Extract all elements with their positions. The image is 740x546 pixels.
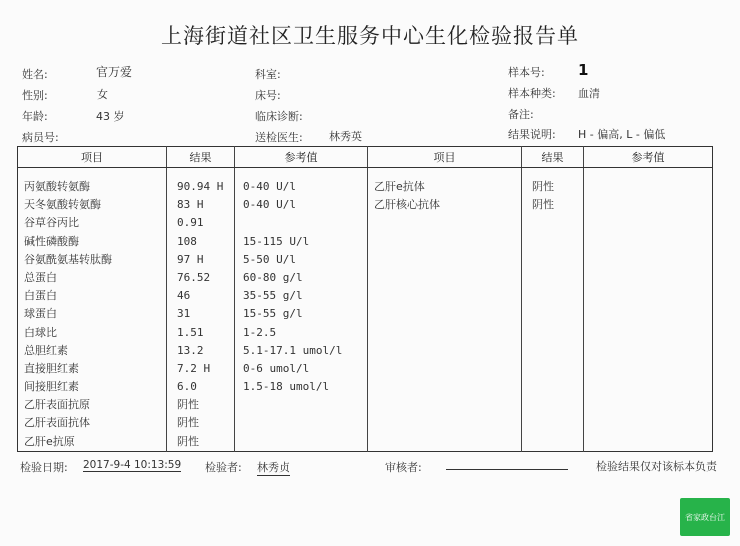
results-table (17, 146, 713, 452)
sample-no: 1 (578, 61, 589, 79)
test-item-name: 乙肝e抗原 (24, 434, 75, 448)
test-result-value: 6.0 (177, 380, 197, 394)
left-result-column (167, 168, 235, 452)
left-item-column (18, 168, 167, 452)
doctor-name: 林秀英 (329, 130, 362, 143)
patient-age: 43 岁 (96, 110, 125, 123)
left-ref-column (235, 168, 368, 452)
tester-label: 检验者: (205, 461, 242, 474)
test-reference-range (235, 396, 367, 414)
test-date-label: 检验日期: (20, 461, 68, 474)
test-reference-range: 1-2.5 (243, 325, 277, 339)
test-result-value: 1.51 (177, 325, 204, 339)
doctor-label: 送检医生: (255, 131, 303, 144)
test-item-name: 谷草谷丙比 (24, 216, 79, 230)
patient-sex: 女 (97, 88, 108, 101)
test-reference-range: 1.5-18 umol/l (243, 380, 330, 394)
patient-no-label: 病员号: (22, 131, 59, 144)
test-item-name: 总胆红素 (24, 343, 68, 357)
reviewer-signature-line (446, 468, 568, 470)
test-reference-range: 5-50 U/l (243, 252, 296, 266)
test-reference-range: 15-115 U/l (243, 234, 310, 248)
test-item-name: 白蛋白 (24, 289, 57, 303)
test-item-name: 总蛋白 (24, 270, 57, 284)
test-result-value: 46 (177, 289, 191, 303)
age-label: 年龄: (22, 110, 48, 123)
test-item-name: 白球比 (24, 325, 57, 339)
test-item-name: 碱性磷酸酶 (24, 234, 79, 248)
test-item-name: 直接胆红素 (24, 361, 79, 375)
header-result-left: 结果 (167, 147, 235, 168)
result-note: H - 偏高, L - 偏低 (578, 128, 666, 141)
test-item-name: 乙肝表面抗体 (24, 416, 90, 430)
sample-type: 血清 (578, 87, 600, 100)
test-result-value: 阴性 (177, 398, 199, 412)
test-result-value: 阴性 (532, 180, 554, 193)
test-result-value: 97 H (177, 252, 204, 266)
header-result-right: 结果 (522, 147, 584, 168)
bed-label: 床号: (255, 89, 281, 102)
test-reference-range: 0-40 U/l (243, 180, 296, 193)
test-item-name: 谷氨酰氨基转肽酶 (24, 252, 112, 266)
test-reference-range: 0-40 U/l (243, 198, 296, 212)
test-result-value: 阴性 (177, 434, 199, 448)
test-item-name: 球蛋白 (24, 307, 57, 321)
test-reference-range (235, 414, 367, 432)
test-reference-range (584, 178, 712, 196)
test-reference-range (235, 433, 367, 451)
header-item-left: 项目 (18, 147, 167, 168)
report-title: 上海街道社区卫生服务中心生化检验报告单 (161, 24, 579, 48)
test-item-name: 乙肝表面抗原 (24, 398, 90, 412)
result-note-label: 结果说明: (508, 128, 556, 141)
test-result-value: 0.91 (177, 216, 204, 230)
test-reference-range: 60-80 g/l (243, 270, 303, 284)
test-item-name: 乙肝e抗体 (374, 180, 425, 193)
test-reference-range (584, 196, 712, 214)
test-item-name: 间接胆红素 (24, 380, 79, 394)
test-reference-range: 5.1-17.1 umol/l (243, 343, 343, 357)
disclaimer: 检验结果仅对该标本负责 (596, 460, 717, 473)
test-item-name: 丙氨酸转氨酶 (24, 180, 90, 193)
test-result-value: 31 (177, 307, 191, 321)
test-item-name: 天冬氨酸转氨酶 (24, 198, 101, 212)
test-reference-range: 35-55 g/l (243, 289, 303, 303)
tester-name: 林秀贞 (257, 461, 290, 474)
test-result-value: 7.2 H (177, 361, 211, 375)
header-ref-left: 参考值 (235, 147, 368, 168)
test-reference-range: 15-55 g/l (243, 307, 303, 321)
name-label: 姓名: (22, 68, 48, 81)
test-result-value: 76.52 (177, 270, 211, 284)
test-result-value: 108 (177, 234, 197, 248)
test-result-value: 13.2 (177, 343, 204, 357)
sample-type-label: 样本种类: (508, 87, 556, 100)
header-item-right: 项目 (368, 147, 522, 168)
sample-no-label: 样本号: (508, 66, 545, 79)
test-result-value: 90.94 H (177, 180, 224, 193)
test-result-value: 83 H (177, 198, 204, 212)
test-reference-range: 0-6 umol/l (243, 361, 310, 375)
test-date: 2017-9-4 10:13:59 (83, 459, 182, 471)
reviewer-label: 审核者: (385, 461, 422, 474)
dept-label: 科室: (255, 68, 281, 81)
test-reference-range (235, 214, 367, 232)
remark-label: 备注: (508, 108, 534, 121)
patient-name: 官万爱 (96, 65, 133, 79)
sex-label: 性别: (22, 89, 48, 102)
test-result-value: 阴性 (177, 416, 199, 430)
header-ref-right: 参考值 (584, 147, 713, 168)
watermark-badge: 省家政台江 (680, 498, 730, 536)
test-result-value: 阴性 (532, 198, 554, 212)
right-item-column (368, 168, 522, 452)
table-header-row (18, 147, 713, 168)
test-item-name: 乙肝核心抗体 (374, 198, 440, 212)
diagnosis-label: 临床诊断: (255, 110, 303, 123)
right-ref-column (584, 168, 713, 452)
right-result-column (522, 168, 584, 452)
